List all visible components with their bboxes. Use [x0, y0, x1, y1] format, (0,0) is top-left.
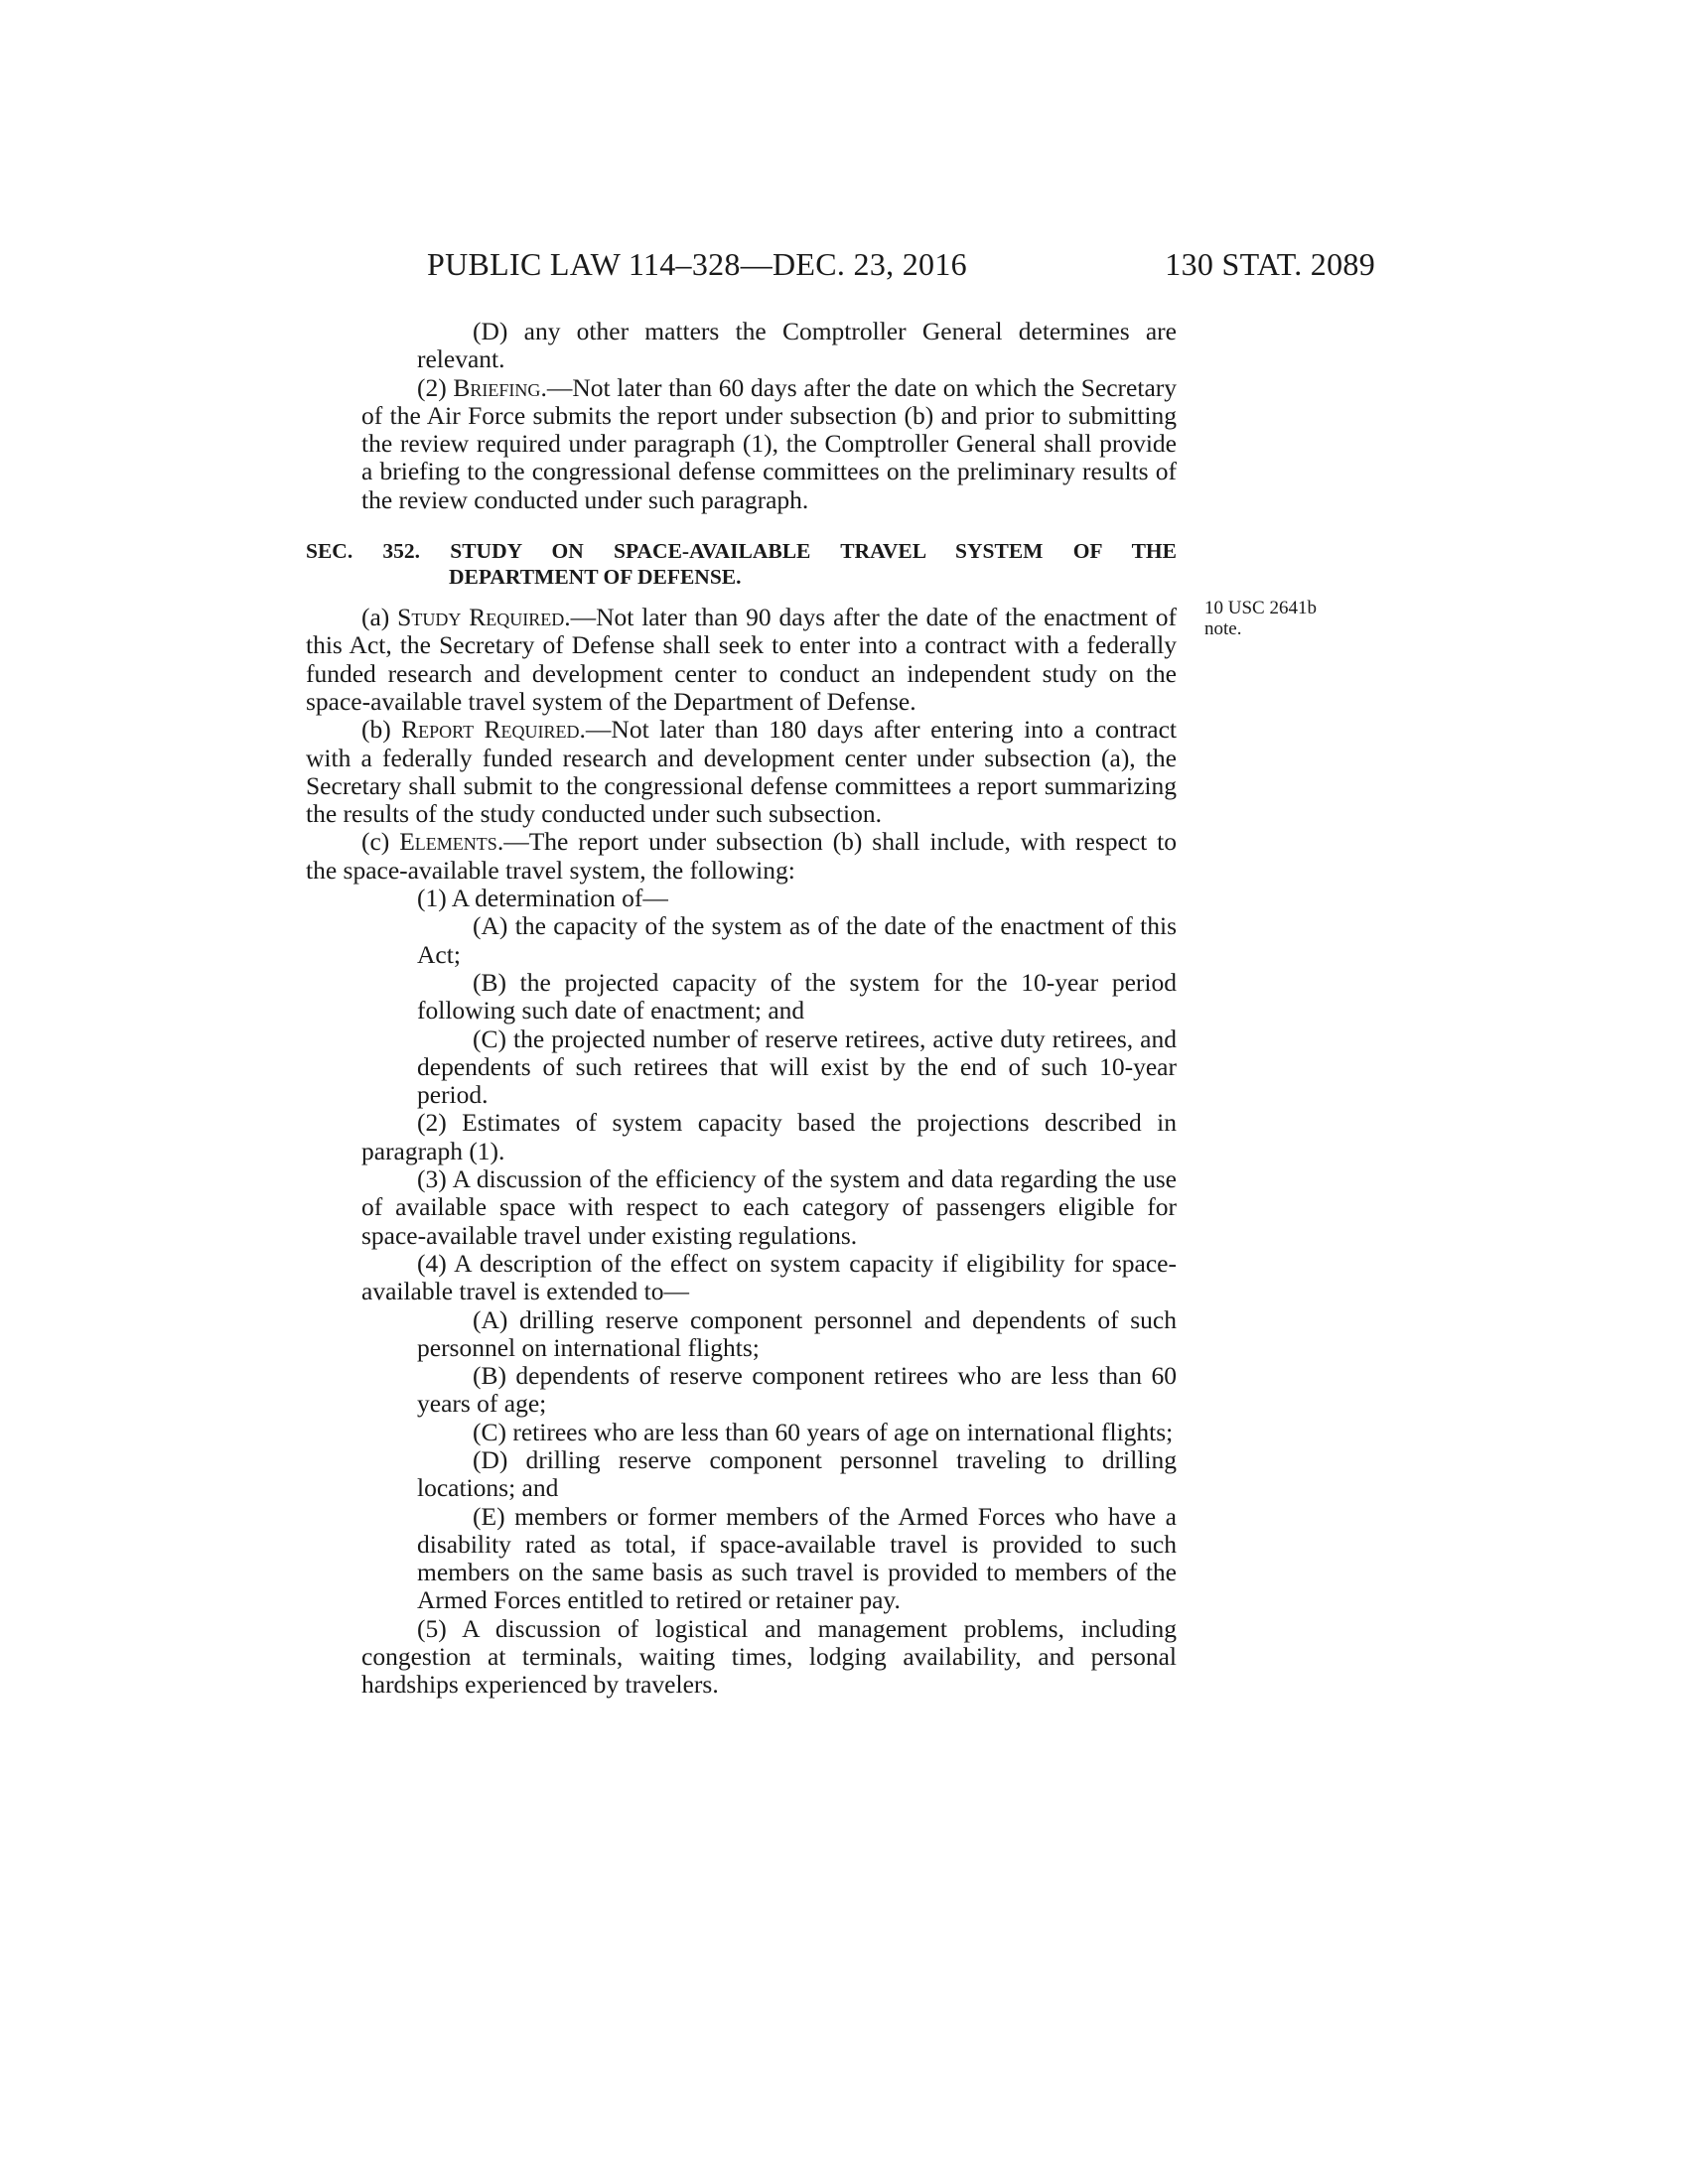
paragraph-5-logistics: (5) A discussion of logistical and management problems, including congestion at terminals, waiting times, lodging availability, and personal hardships experienced by travelers.: [361, 1613, 1177, 1700]
subsection-b-report-required: (b) Report Required.—Not later than 180 days after entering into a contract with a federally funded research and development center under subsection (a), the Secretary shall submit to the congressional defense committees a report summarizing the results of the study conducted under such subsection.: [306, 715, 1178, 829]
subparagraph-4e: (E) members or former members of the Armed Forces who have a disability rated as total, if space-available travel is provided to such members on the same basis as such travel is provided to members of the Armed Forces entitled to retired or retainer pay.: [417, 1501, 1177, 1615]
margin-note: [1204, 598, 1363, 639]
subparagraph-1a: (A) the capacity of the system as of the date of the enactment of this Act;: [417, 911, 1177, 969]
subparagraph-4b: (B) dependents of reserve component retirees who are less than 60 years of age;: [417, 1361, 1177, 1419]
subparagraph-4c: (C) retirees who are less than 60 years of age on international flights;: [473, 1417, 1174, 1446]
subparagraph-1c: (C) the projected number of reserve retirees, active duty retirees, and dependents of such retirees that will exist by the end of such 10-year period.: [417, 1024, 1177, 1110]
subheading-elements: Elements: [399, 827, 497, 857]
running-header-title: PUBLIC LAW 114–328—DEC. 23, 2016: [427, 246, 967, 282]
paragraph-d-any-other-matters: (D) any other matters the Comptroller General determines are relevant.: [417, 317, 1177, 374]
subparagraph-1b: (B) the projected capacity of the system for the 10-year period following such date of enactment; and: [417, 967, 1177, 1025]
subheading-study-required: Study Required: [397, 603, 565, 632]
subsection-c-elements: (c) Elements.—The report under subsection (b) shall include, with respect to the space-available travel system, the following:: [306, 827, 1177, 885]
margin-note-citation: 10 USC 2641b: [1204, 598, 1317, 618]
section-heading-352: SEC. 352. STUDY ON SPACE-AVAILABLE TRAVEL SYSTEM OF THE DEPARTMENT OF DEFENSE.: [306, 539, 1177, 590]
subsection-a-study-required: (a) Study Required.—Not later than 90 days after the date of the enactment of this Act, the Secretary of Defense shall seek to enter into a contract with a federally funded research and development center to conduct an independent study on the space-available travel system of the Department of Defense.: [306, 603, 1178, 716]
margin-note-label: note.: [1204, 618, 1242, 639]
paragraph-2-briefing: (2) Briefing.—Not later than 60 days after the date on which the Secretary of the Air Force submits the report under subsection (b) and prior to submitting the review required under paragraph (1), the Comptroller General shall provide a briefing to the congressional defense committees on the preliminary results of the review conducted under such paragraph.: [361, 372, 1178, 514]
paragraph-3-efficiency: (3) A discussion of the efficiency of the system and data regarding the use of available space with respect to each category of passengers eligible for space-available travel under existing regulations.: [361, 1164, 1177, 1250]
subheading-briefing: Briefing: [453, 372, 541, 402]
paragraph-1-determination: (1) A determination of—: [417, 884, 668, 913]
page-body: [306, 318, 1177, 1700]
running-header-page: 130 STAT. 2089: [1165, 246, 1375, 282]
subparagraph-4a: (A) drilling reserve component personnel and dependents of such personnel on international flights;: [417, 1304, 1177, 1362]
paragraph-2-estimates: (2) Estimates of system capacity based the projections described in paragraph (1).: [361, 1108, 1177, 1165]
subparagraph-4d: (D) drilling reserve component personnel traveling to drilling locations; and: [417, 1444, 1177, 1503]
paragraph-4-eligibility: (4) A description of the effect on system capacity if eligibility for space-available travel is extended to—: [361, 1248, 1177, 1306]
subheading-report-required: Report Required: [401, 715, 580, 745]
